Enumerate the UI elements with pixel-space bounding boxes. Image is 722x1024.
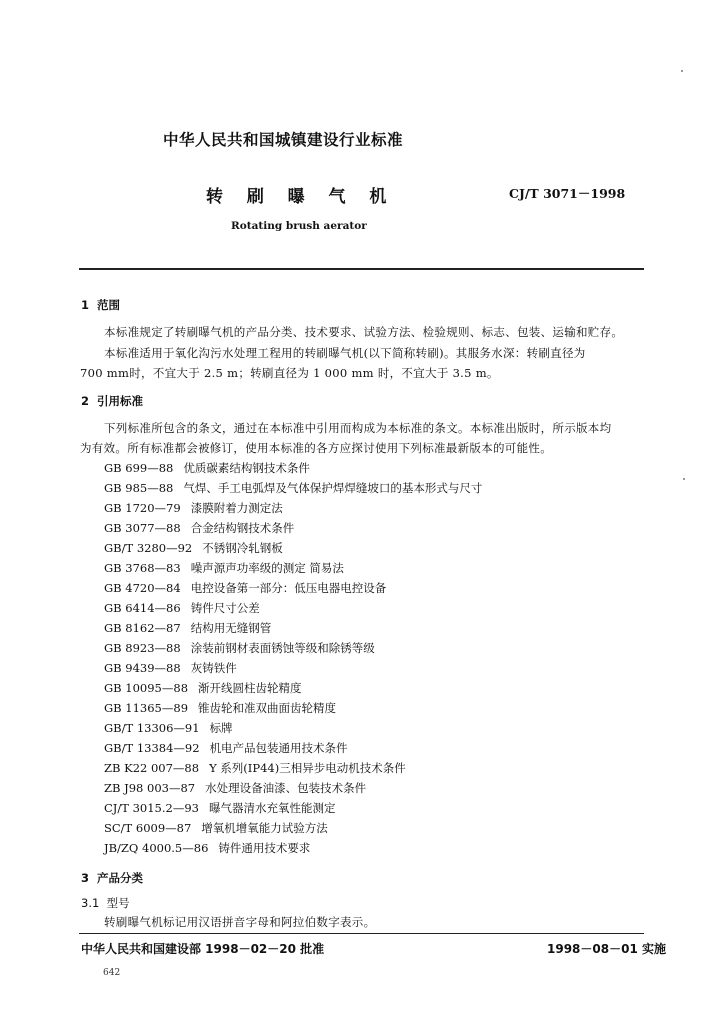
reference-code: GB 9439—88 [104, 661, 181, 675]
reference-item [104, 720, 233, 736]
section-1-heading: 1 范围 [81, 298, 121, 312]
reference-code: GB 3768—83 [104, 561, 181, 575]
reference-code: ZB J98 003—87 [104, 781, 196, 795]
reference-title: 锥齿轮和准双曲面齿轮精度 [198, 701, 337, 715]
reference-item [104, 460, 310, 476]
reference-title: 漆膜附着力测定法 [190, 501, 283, 515]
section-1-paragraph-1: 本标准规定了转刷曝气机的产品分类、技术要求、试验方法、检验规则、标志、包装、运输和贮存。 [104, 325, 624, 339]
reference-item [104, 500, 283, 516]
reference-code: GB 3077—88 [104, 521, 181, 535]
reference-code: ZB K22 007—88 [104, 761, 200, 775]
scan-speck [681, 70, 683, 72]
reference-item [104, 660, 237, 676]
reference-title: 铸件通用技术要求 [218, 841, 311, 855]
reference-item [104, 540, 283, 556]
reference-code: CJ/T 3015.2—93 [104, 801, 199, 815]
reference-item [104, 580, 386, 596]
reference-title: 铸件尺寸公差 [190, 601, 260, 615]
reference-item [104, 520, 294, 536]
reference-code: GB 699—88 [104, 461, 174, 475]
section-3-heading: 3 产品分类 [81, 871, 144, 885]
reference-title: 机电产品包装通用技术条件 [209, 741, 348, 755]
reference-item [104, 740, 348, 756]
reference-code: GB 985—88 [104, 481, 174, 495]
standard-number: CJ/T 3071－1998 [509, 186, 626, 201]
reference-title: 气焊、手工电弧焊及气体保护焊焊缝坡口的基本形式与尺寸 [183, 481, 483, 495]
reference-title: 水处理设备油漆、包装技术条件 [205, 781, 367, 795]
scan-speck [683, 478, 685, 480]
reference-title: 增氧机增氧能力试验方法 [201, 821, 328, 835]
reference-item [104, 820, 328, 836]
reference-item [104, 840, 310, 856]
section-2-heading: 2 引用标准 [81, 394, 144, 408]
reference-code: GB 11365—89 [104, 701, 189, 715]
reference-item [104, 620, 271, 636]
issuing-agency: 中华人民共和国城镇建设行业标准 [163, 131, 404, 149]
reference-title: 噪声源声功率级的测定 简易法 [190, 561, 344, 575]
document-title-en: Rotating brush aerator [231, 220, 367, 232]
reference-title: Y 系列(IP44)三相异步电动机技术条件 [209, 761, 406, 775]
section-3-1-heading: 3.1 型号 [81, 896, 130, 910]
page-number: 642 [103, 968, 121, 978]
reference-item [104, 800, 335, 816]
reference-item [104, 560, 344, 576]
section-2-paragraph-line-2: 为有效。所有标准都会被修订，使用本标准的各方应探讨使用下列标准最新版本的可能性。 [80, 441, 552, 455]
reference-code: GB 4720—84 [104, 581, 181, 595]
section-1-paragraph-2-line-2: 700 mm时，不宜大于 2.5 m；转刷直径为 1 000 mm 时，不宜大于 3.5 m。 [80, 366, 499, 380]
effective-date: 1998－08－01 实施 [547, 942, 666, 956]
reference-title: 标牌 [209, 721, 233, 735]
reference-title: 结构用无缝钢管 [190, 621, 272, 635]
reference-item [104, 640, 375, 656]
reference-item [104, 480, 482, 496]
approval-line: 中华人民共和国建设部 1998－02－20 批准 [81, 942, 325, 956]
reference-title: 合金结构钢技术条件 [190, 521, 295, 535]
reference-item [104, 700, 336, 716]
reference-item [104, 780, 366, 796]
reference-code: GB/T 13384—92 [104, 741, 200, 755]
section-3-1-text: 转刷曝气机标记用汉语拼音字母和阿拉伯数字表示。 [104, 915, 376, 929]
section-2-paragraph-line-1: 下列标准所包含的条文，通过在本标准中引用而构成为本标准的条文。本标准出版时，所示版本均 [104, 421, 612, 435]
reference-code: GB 10095—88 [104, 681, 189, 695]
reference-code: GB 8162—87 [104, 621, 181, 635]
reference-title: 涂装前钢材表面锈蚀等级和除锈等级 [190, 641, 375, 655]
reference-item [104, 760, 406, 776]
reference-code: JB/ZQ 4000.5—86 [104, 841, 209, 855]
reference-code: GB 6414—86 [104, 601, 181, 615]
reference-code: GB 1720—79 [104, 501, 181, 515]
document-title-cn: 转 刷 曝 气 机 [206, 187, 391, 207]
reference-title: 曝气器清水充氧性能测定 [208, 801, 336, 815]
reference-title: 电控设备第一部分：低压电器电控设备 [190, 581, 387, 595]
reference-code: GB/T 3280—92 [104, 541, 193, 555]
reference-title: 灰铸铁件 [190, 661, 237, 675]
reference-title: 优质碳素结构钢技术条件 [183, 461, 310, 475]
section-1-paragraph-2-line-1: 本标准适用于氧化沟污水处理工程用的转刷曝气机(以下简称转刷)。其服务水深：转刷直径为 [104, 346, 586, 360]
reference-code: GB 8923—88 [104, 641, 181, 655]
reference-code: GB/T 13306—91 [104, 721, 200, 735]
reference-item [104, 680, 302, 696]
footer-divider [79, 933, 644, 934]
reference-code: SC/T 6009—87 [104, 821, 192, 835]
reference-item [104, 600, 260, 616]
header-divider [79, 268, 644, 270]
reference-title: 不锈钢冷轧钢板 [202, 541, 283, 555]
reference-title: 渐开线圆柱齿轮精度 [198, 681, 302, 695]
